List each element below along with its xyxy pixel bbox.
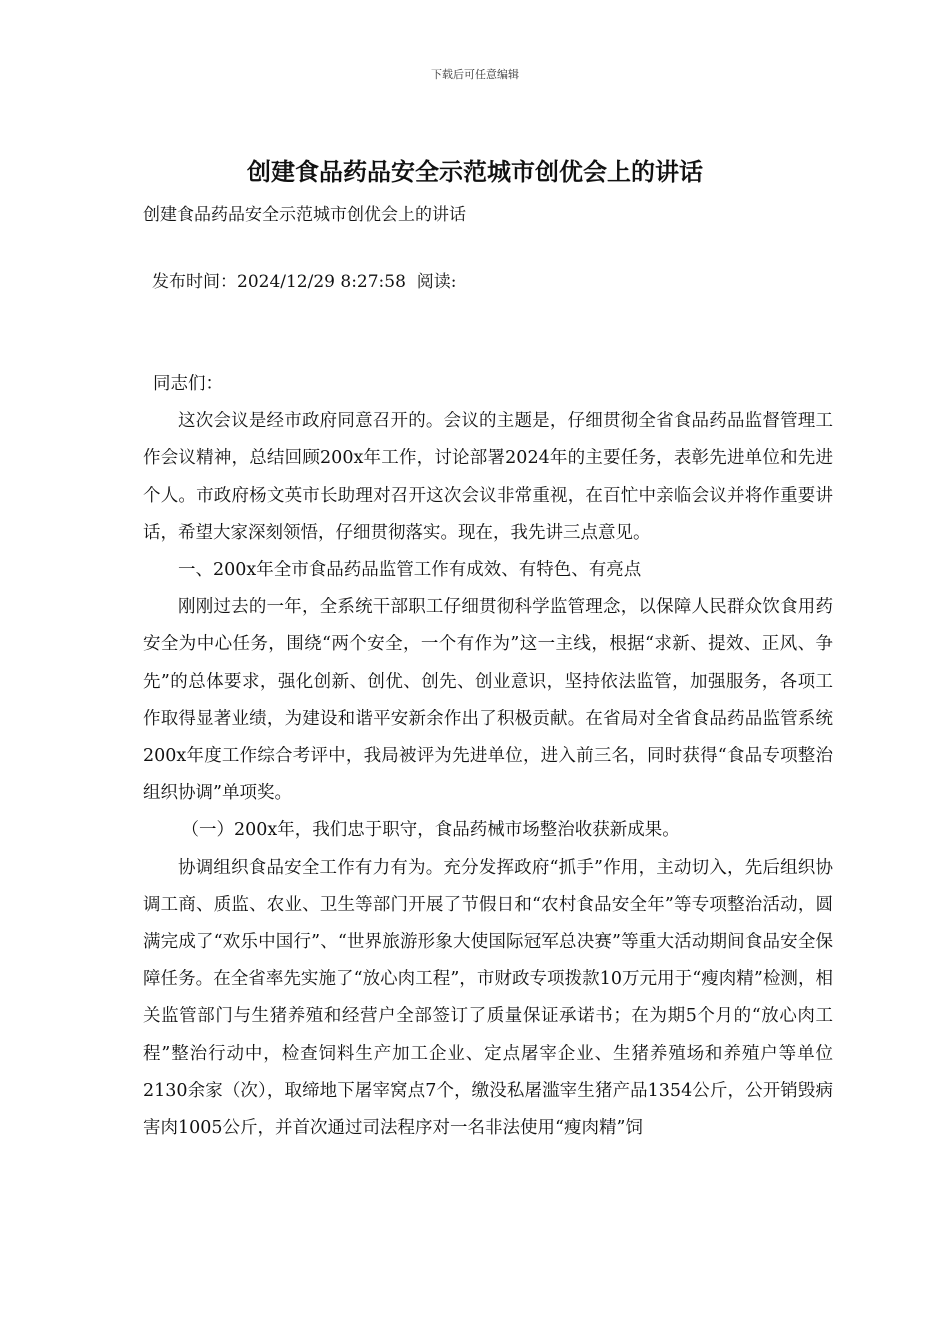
body-paragraph: 这次会议是经市政府同意召开的。会议的主题是，仔细贯彻全省食品药品监督管理工作会议精神，总结回顾200x年工作，讨论部署2024年的主要任务，表彰先进单位和先进个人。市政府杨文英市长助理对召开这次会议非常重视，在百忙中亲临会议并将作重要讲话，希望大家深刻领悟，仔细贯彻落实。现在，我先讲三点意见。	[143, 411, 833, 543]
salutation: 同志们：	[153, 374, 223, 394]
document-subtitle: 创建食品药品安全示范城市创优会上的讲话	[143, 205, 466, 225]
body-paragraph: 刚刚过去的一年，全系统干部职工仔细贯彻科学监管理念，以保障人民群众饮食用药安全为中心任务，围绕“两个安全，一个有作为”这一主线，根据“求新、提效、正风、争先”的总体要求，强化创新、创优、创先、创业意识，坚持依法监管，加强服务，各项工作取得显著业绩，为建设和谐平安新余作出了积极贡献。在省局对全省食品药品监管系统200x年度工作综合考评中，我局被评为先进单位，进入前三名，同时获得“食品专项整治组织协调”单项奖。	[143, 597, 833, 804]
page-title: 创建食品药品安全示范城市创优会上的讲话	[247, 158, 703, 186]
body-paragraph: 协调组织食品安全工作有力有为。充分发挥政府“抓手”作用，主动切入，先后组织协调工商、质监、农业、卫生等部门开展了节假日和“农村食品安全年”等专项整治活动，圆满完成了“欢乐中国行”、“世界旅游形象大使国际冠军总决赛”等重大活动期间食品安全保障任务。在全省率先实施了“放心肉工程”，市财政专项拨款10万元用于“瘦肉精”检测，相关监管部门与生猪养殖和经营户全部签订了质量保证承诺书；在为期5个月的“放心肉工程”整治行动中，检查饲料生产加工企业、定点屠宰企业、生猪养殖场和养殖户等单位2130余家（次），取缔地下屠宰窝点7个，缴没私屠滥宰生猪产品1354公斤，公开销毁病害肉1005公斤，并首次通过司法程序对一名非法使用“瘦肉精”饲	[143, 857, 833, 1139]
subsection-heading: （一）200x年，我们忠于职守，食品药械市场整治收获新成果。	[181, 820, 680, 841]
page-header-note: 下载后可任意编辑	[431, 68, 519, 81]
section-heading: 一、200x年全市食品药品监管工作有成效、有特色、有亮点	[178, 560, 642, 581]
publish-meta: 发布时间：2024/12/29 8:27:58 阅读:	[152, 272, 457, 292]
document-body	[143, 366, 833, 1147]
